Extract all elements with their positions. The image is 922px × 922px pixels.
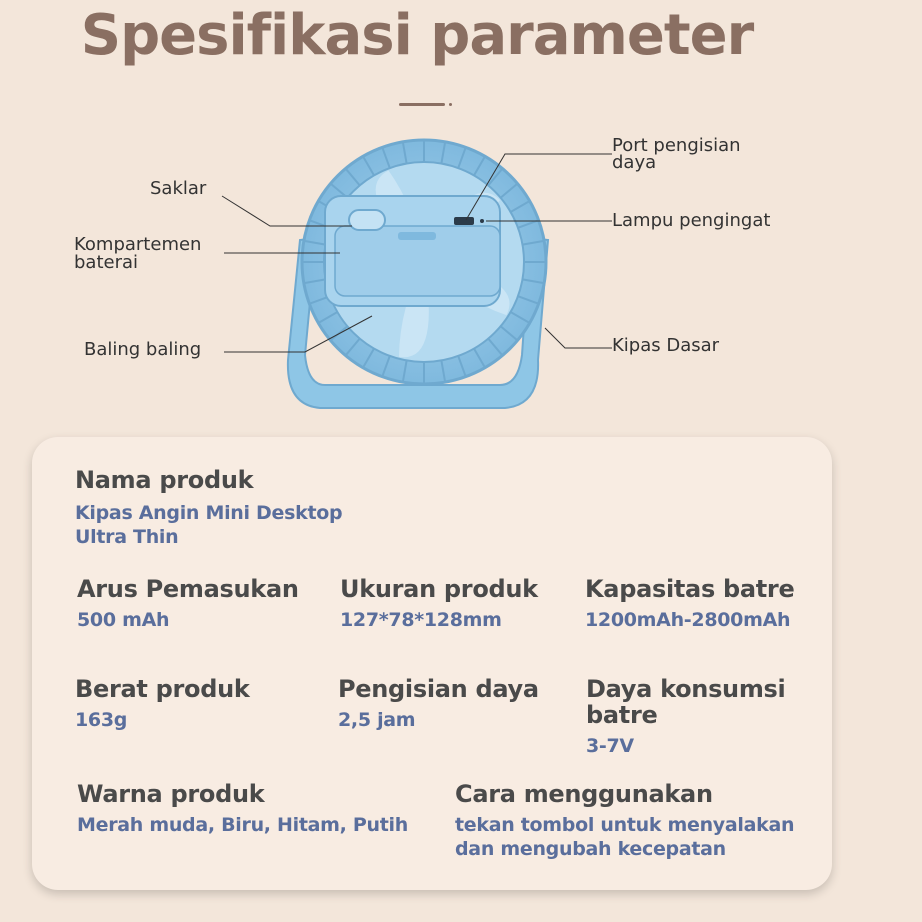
spec-value: 3-7V bbox=[586, 735, 634, 757]
spec-label: Warna produk bbox=[77, 780, 265, 808]
spec-charging bbox=[338, 676, 539, 732]
spec-value: dan mengubah kecepatan bbox=[455, 838, 726, 860]
spec-label: Ukuran produk bbox=[340, 575, 538, 603]
leader-base bbox=[545, 328, 612, 348]
spec-value: Kipas Angin Mini Desktop bbox=[75, 502, 343, 524]
spec-product-name bbox=[75, 467, 342, 549]
spec-weight bbox=[75, 676, 250, 732]
spec-label: Cara menggunakan bbox=[455, 780, 713, 808]
spec-value: 163g bbox=[75, 709, 128, 731]
spec-size bbox=[340, 576, 538, 632]
spec-label: Arus Pemasukan bbox=[77, 575, 299, 603]
callout-port-1: Port pengisian bbox=[612, 135, 741, 156]
spec-label: Pengisian daya bbox=[338, 675, 539, 703]
spec-label: batre bbox=[586, 701, 658, 729]
indicator-lamp bbox=[480, 219, 484, 223]
spec-label: Daya konsumsi bbox=[586, 675, 786, 703]
spec-label: Berat produk bbox=[75, 675, 250, 703]
fan-illustration bbox=[0, 0, 922, 430]
callout-saklar: Saklar bbox=[150, 178, 207, 199]
spec-color bbox=[77, 781, 408, 837]
spec-value: 1200mAh-2800mAh bbox=[585, 609, 791, 631]
spec-value: 2,5 jam bbox=[338, 709, 416, 731]
spec-input-current bbox=[77, 576, 299, 632]
spec-battery-capacity bbox=[585, 576, 794, 632]
spec-usage bbox=[455, 781, 794, 861]
callout-battery-1: Kompartemen bbox=[74, 234, 202, 255]
spec-card bbox=[32, 437, 832, 890]
charging-port bbox=[454, 217, 474, 225]
switch-button bbox=[349, 210, 385, 230]
spec-label: Nama produk bbox=[75, 466, 254, 494]
spec-value: Ultra Thin bbox=[75, 526, 179, 548]
callout-blade: Baling baling bbox=[84, 339, 202, 360]
spec-power bbox=[586, 676, 785, 758]
spec-value: 500 mAh bbox=[77, 609, 170, 631]
spec-value: Merah muda, Biru, Hitam, Putih bbox=[77, 814, 408, 836]
callout-port-2: daya bbox=[612, 152, 657, 173]
callout-base: Kipas Dasar bbox=[612, 335, 720, 356]
callout-lamp: Lampu pengingat bbox=[612, 210, 771, 231]
spec-value: tekan tombol untuk menyalakan bbox=[455, 814, 795, 836]
spec-value: 127*78*128mm bbox=[340, 609, 502, 631]
spec-label: Kapasitas batre bbox=[585, 575, 795, 603]
page-title: Spesifikasi parameter bbox=[80, 3, 754, 68]
callout-battery-2: baterai bbox=[74, 252, 139, 273]
